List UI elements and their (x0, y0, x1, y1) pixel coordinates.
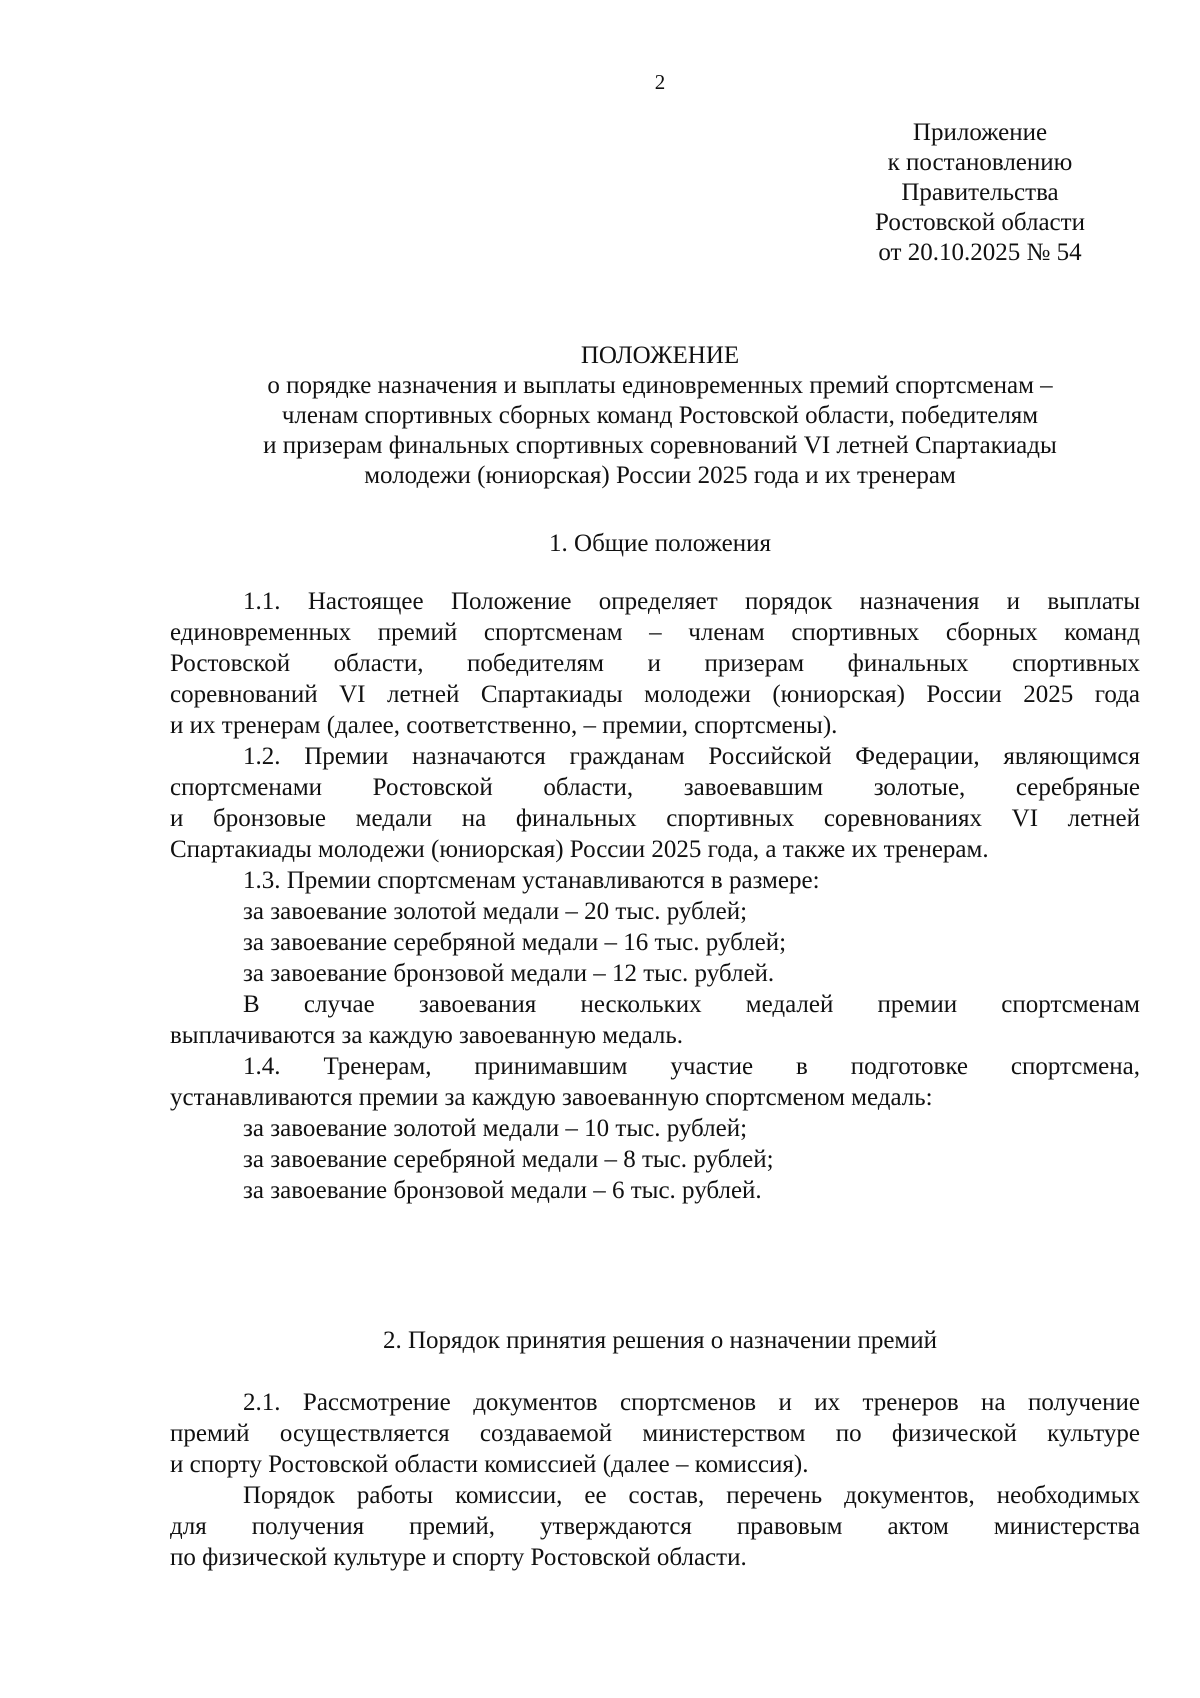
text-line: за завоевание серебряной медали – 8 тыс. рублей; (243, 1146, 774, 1173)
page-number: 2 (654, 70, 666, 94)
text-line: 1.3. Премии спортсменам устанавливаются в размере: (243, 867, 820, 894)
appendix-line: Правительства (901, 179, 1059, 206)
section-2-body (170, 1387, 1140, 1573)
title-heading: ПОЛОЖЕНИЕ (580, 342, 740, 369)
text-line: спортсменами Ростовской области, завоевавшим золотые, серебряные (170, 774, 1140, 801)
appendix-line: Ростовской области (875, 209, 1085, 236)
text-line: Ростовской области, победителям и призерам финальных спортивных (170, 650, 1140, 677)
text-line: 1.2. Премии назначаются гражданам Российской Федерации, являющимся (243, 743, 1140, 770)
text-line: за завоевание бронзовой медали – 12 тыс. рублей. (243, 960, 775, 987)
text-line: за завоевание серебряной медали – 16 тыс. рублей; (243, 929, 787, 956)
text-line: за завоевание золотой медали – 20 тыс. рублей; (243, 898, 748, 925)
text-line: и их тренерам (далее, соответственно, – премии, спортсмены). (170, 712, 838, 739)
text-line: и бронзовые медали на финальных спортивных соревнованиях VI летней (170, 805, 1140, 832)
text-line: 1.4. Тренерам, принимавшим участие в подготовке спортсмена, (243, 1053, 1140, 1080)
text-line: и спорту Ростовской области комиссией (далее – комиссия). (170, 1451, 809, 1478)
title-line: о порядке назначения и выплаты единовременных премий спортсменам – (267, 372, 1053, 399)
text-line: соревнований VI летней Спартакиады молодежи (юниорская) России 2025 года (170, 681, 1140, 708)
text-line: Порядок работы комиссии, ее состав, перечень документов, необходимых (243, 1482, 1140, 1509)
text-line: Спартакиады молодежи (юниорская) России 2025 года, а также их тренерам. (170, 836, 989, 863)
text-line: В случае завоевания нескольких медалей премии спортсменам (243, 991, 1140, 1018)
appendix-line: Приложение (912, 119, 1048, 146)
title-line: членам спортивных сборных команд Ростовской области, победителям (281, 402, 1039, 429)
text-line: выплачиваются за каждую завоеванную медаль. (170, 1022, 684, 1049)
document-title (170, 341, 1150, 491)
text-line: премий осуществляется создаваемой министерством по физической культуре (170, 1420, 1140, 1447)
text-line: за завоевание золотой медали – 10 тыс. рублей; (243, 1115, 748, 1142)
title-line: и призерам финальных спортивных соревнований VI летней Спартакиады (263, 432, 1057, 459)
text-line: по физической культуре и спорту Ростовской области. (170, 1544, 747, 1571)
text-line: единовременных премий спортсменам – членам спортивных сборных команд (170, 619, 1140, 646)
text-line: 1.1. Настоящее Положение определяет порядок назначения и выплаты (243, 588, 1140, 615)
text-line: за завоевание бронзовой медали – 6 тыс. рублей. (243, 1177, 762, 1204)
title-line: молодежи (юниорская) России 2025 года и их тренерам (364, 462, 956, 489)
appendix-line: к постановлению (887, 149, 1073, 176)
text-line: 2.1. Рассмотрение документов спортсменов и их тренеров на получение (243, 1389, 1140, 1416)
section-1-heading: 1. Общие положения (549, 530, 771, 557)
appendix-line: от 20.10.2025 № 54 (878, 239, 1082, 266)
text-line: устанавливаются премии за каждую завоеванную спортсменом медаль: (170, 1084, 933, 1111)
section-2-heading: 2. Порядок принятия решения о назначении премий (383, 1327, 937, 1354)
section-1-body (170, 586, 1140, 1206)
appendix-block (780, 118, 1180, 268)
text-line: для получения премий, утверждаются правовым актом министерства (170, 1513, 1140, 1540)
